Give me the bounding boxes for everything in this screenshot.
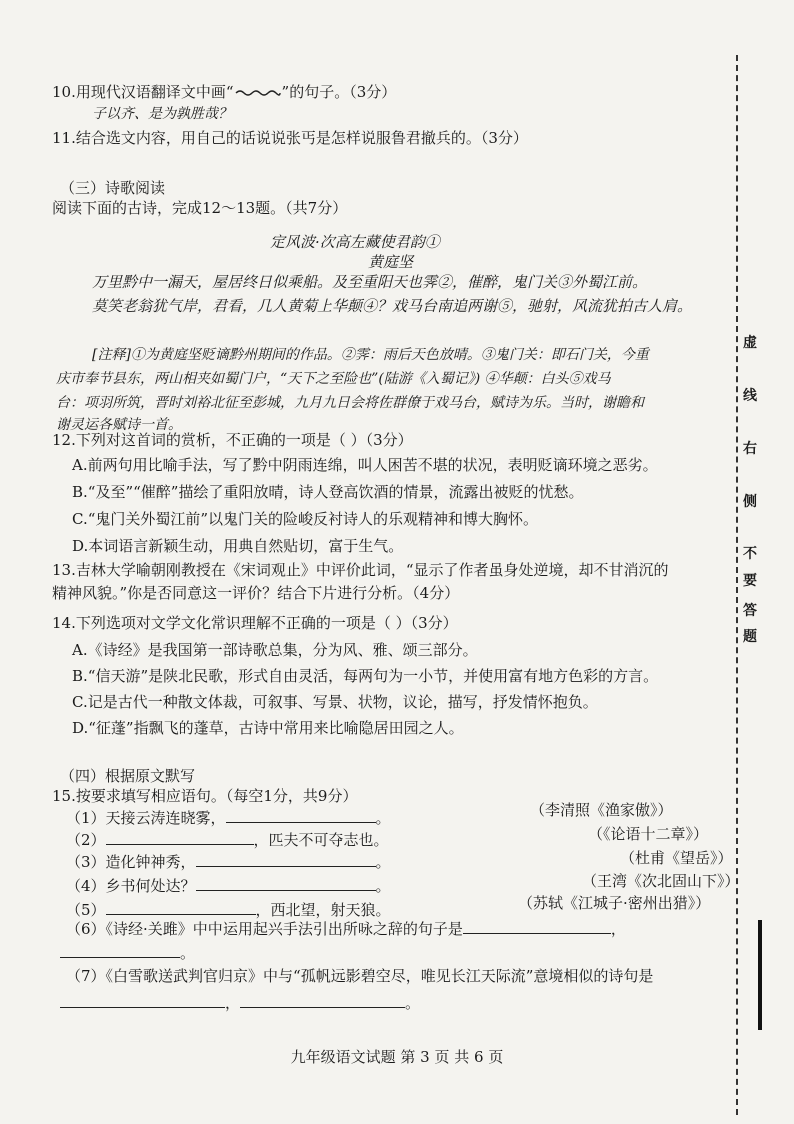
question-12: 12.下列对这首词的赏析，不正确的一项是（ ）（3分） bbox=[52, 431, 413, 449]
binding-mark bbox=[758, 920, 762, 1030]
question-11: 11.结合选文内容，用自己的话说说张丐是怎样说服鲁君撤兵的。（3分） bbox=[52, 129, 528, 147]
fill-item-2-text: ，匹夫不可夺志也。 bbox=[253, 831, 389, 849]
section-3-heading: （三）诗歌阅读 bbox=[60, 179, 166, 197]
note-line-2: 庆市奉节县东，两山相夹如蜀门户，“天下之至险也”(陆游《入蜀记》) ④华颠：白头⑤戏马 bbox=[56, 371, 611, 387]
question-12-option-a: A.前两句用比喻手法，写了黔中阴雨连绵，叫人困苦不堪的状况，表明贬谪环境之恶劣。 bbox=[72, 456, 658, 474]
fill-item-7-continued bbox=[60, 993, 420, 1013]
margin-text-char: 要 bbox=[742, 570, 758, 590]
fill-item-5-label: （5） bbox=[66, 901, 106, 919]
poem-line-2: 莫笑老翁犹气岸，君看，几人黄菊上华颠④？戏马台南追两谢⑤，驰射，风流犹拍古人肩。 bbox=[92, 297, 693, 315]
punctuation: 。 bbox=[180, 944, 196, 962]
fill-item-4-text: （4）乡书何处达？ bbox=[66, 877, 196, 895]
punctuation: 。 bbox=[375, 877, 391, 895]
fill-item-2-source: （《论语十二章》） bbox=[588, 825, 709, 843]
answer-blank[interactable] bbox=[196, 876, 376, 891]
fill-item-5-source: （苏轼《江城子·密州出猎》） bbox=[518, 894, 711, 912]
margin-text-char: 虚 bbox=[742, 332, 758, 352]
margin-text-char: 不 bbox=[742, 543, 758, 563]
fill-item-5-text: ，西北望，射天狼。 bbox=[255, 901, 391, 919]
answer-blank[interactable] bbox=[60, 993, 225, 1008]
question-14-option-a: A.《诗经》是我国第一部诗歌总集，分为风、雅、颂三部分。 bbox=[72, 641, 478, 659]
fill-item-4 bbox=[66, 876, 391, 896]
question-13-line-1: 13.吉林大学喻朝刚教授在《宋词观止》中评价此词，“显示了作者虽身处逆境，却不甘消沉的 bbox=[52, 561, 669, 579]
margin-text-char: 右 bbox=[742, 438, 758, 458]
fill-item-5 bbox=[66, 900, 391, 920]
section-3-intro: 阅读下面的古诗，完成12～13题。（共7分） bbox=[52, 199, 348, 217]
fill-item-6 bbox=[66, 919, 626, 939]
fill-item-1-source: （李清照《渔家傲》） bbox=[530, 801, 673, 819]
fill-item-3 bbox=[66, 852, 391, 872]
punctuation: 。 bbox=[375, 853, 391, 871]
question-14-option-c: C.记是古代一种散文体裁，可叙事、写景、状物，议论，描写，抒发情怀抱负。 bbox=[72, 693, 598, 711]
cut-line bbox=[736, 55, 738, 1115]
question-10-answer: 子以齐、是为孰胜哉？ bbox=[92, 106, 232, 122]
fill-item-3-source: （杜甫《望岳》） bbox=[620, 849, 733, 867]
question-10 bbox=[52, 82, 396, 102]
question-13-line-2: 精神风貌。”你是否同意这一评价？结合下片进行分析。（4分） bbox=[52, 584, 460, 602]
question-15: 15.按要求填写相应语句。（每空1分，共9分） bbox=[52, 787, 358, 805]
question-14: 14.下列选项对文学文化常识理解不正确的一项是（ ）（3分） bbox=[52, 614, 458, 632]
section-4-heading: （四）根据原文默写 bbox=[60, 767, 196, 785]
fill-item-3-text: （3）造化钟神秀， bbox=[66, 853, 196, 871]
poem-author: 黄庭坚 bbox=[368, 253, 414, 271]
answer-blank[interactable] bbox=[196, 852, 376, 867]
answer-blank[interactable] bbox=[106, 900, 256, 915]
fill-item-2-label: （2） bbox=[66, 831, 106, 849]
question-14-option-b: B.“信天游”是陕北民歌，形式自由灵活，每两句为一小节，并使用富有地方色彩的方言。 bbox=[72, 667, 659, 685]
question-12-option-d: D.本词语言新颖生动，用典自然贴切，富于生气。 bbox=[72, 537, 404, 555]
answer-blank[interactable] bbox=[60, 943, 180, 958]
margin-text-char: 题 bbox=[742, 626, 758, 646]
margin-text-char: 侧 bbox=[742, 491, 758, 511]
fill-item-6-continued bbox=[60, 943, 195, 963]
page-footer: 九年级语文试题 第 3 页 共 6 页 bbox=[290, 1048, 504, 1066]
question-12-option-b: B.“及至”“催醉”描绘了重阳放晴，诗人登高饮酒的情景，流露出被贬的忧愁。 bbox=[72, 483, 584, 501]
question-10-text: 10.用现代汉语翻译文中画“ bbox=[52, 83, 234, 101]
fill-item-7: （7）《白雪歌送武判官归京》中与“孤帆远影碧空尽，唯见长江天际流”意境相似的诗句是 bbox=[66, 967, 654, 985]
fill-item-1 bbox=[66, 808, 391, 828]
punctuation: 。 bbox=[405, 994, 421, 1012]
margin-text-char: 答 bbox=[742, 600, 758, 620]
punctuation: 。 bbox=[375, 809, 391, 827]
answer-blank[interactable] bbox=[106, 830, 254, 845]
note-line-1: [注释]①为黄庭坚贬谪黔州期间的作品。②霁：雨后天色放晴。③鬼门关：即石门关，今重 bbox=[92, 347, 649, 363]
wavy-underline-icon bbox=[234, 88, 282, 98]
poem-title: 定风波·次高左藏使君韵① bbox=[270, 233, 440, 251]
answer-blank[interactable] bbox=[240, 993, 405, 1008]
fill-item-6-text: （6）《诗经·关雎》中中运用起兴手法引出所咏之辞的句子是 bbox=[66, 920, 463, 938]
question-14-option-d: D.“征蓬”指飘飞的蓬草，古诗中常用来比喻隐居田园之人。 bbox=[72, 719, 464, 737]
fill-item-1-text: （1）天接云涛连晓雾， bbox=[66, 809, 226, 827]
answer-blank[interactable] bbox=[226, 808, 376, 823]
question-10-text-end: ”的句子。（3分） bbox=[281, 83, 397, 101]
fill-item-4-source: （王湾《次北固山下》） bbox=[582, 872, 740, 890]
punctuation: ， bbox=[610, 920, 626, 938]
margin-text-char: 线 bbox=[742, 385, 758, 405]
poem-line-1: 万里黔中一漏天，屋居终日似乘船。及至重阳天也霁②，催醉，鬼门关③外蜀江前。 bbox=[92, 273, 648, 291]
note-line-3: 台：项羽所筑，晋时刘裕北征至彭城，九月九日会将佐群僚于戏马台，赋诗为乐。当时，谢瞻和 bbox=[56, 395, 644, 411]
fill-item-2 bbox=[66, 830, 389, 850]
answer-blank[interactable] bbox=[463, 919, 611, 934]
question-12-option-c: C.“鬼门关外蜀江前”以鬼门关的险峻反衬诗人的乐观精神和博大胸怀。 bbox=[72, 510, 539, 528]
punctuation: ， bbox=[225, 994, 241, 1012]
note-line-4: 谢灵运各赋诗一首。 bbox=[56, 417, 182, 433]
